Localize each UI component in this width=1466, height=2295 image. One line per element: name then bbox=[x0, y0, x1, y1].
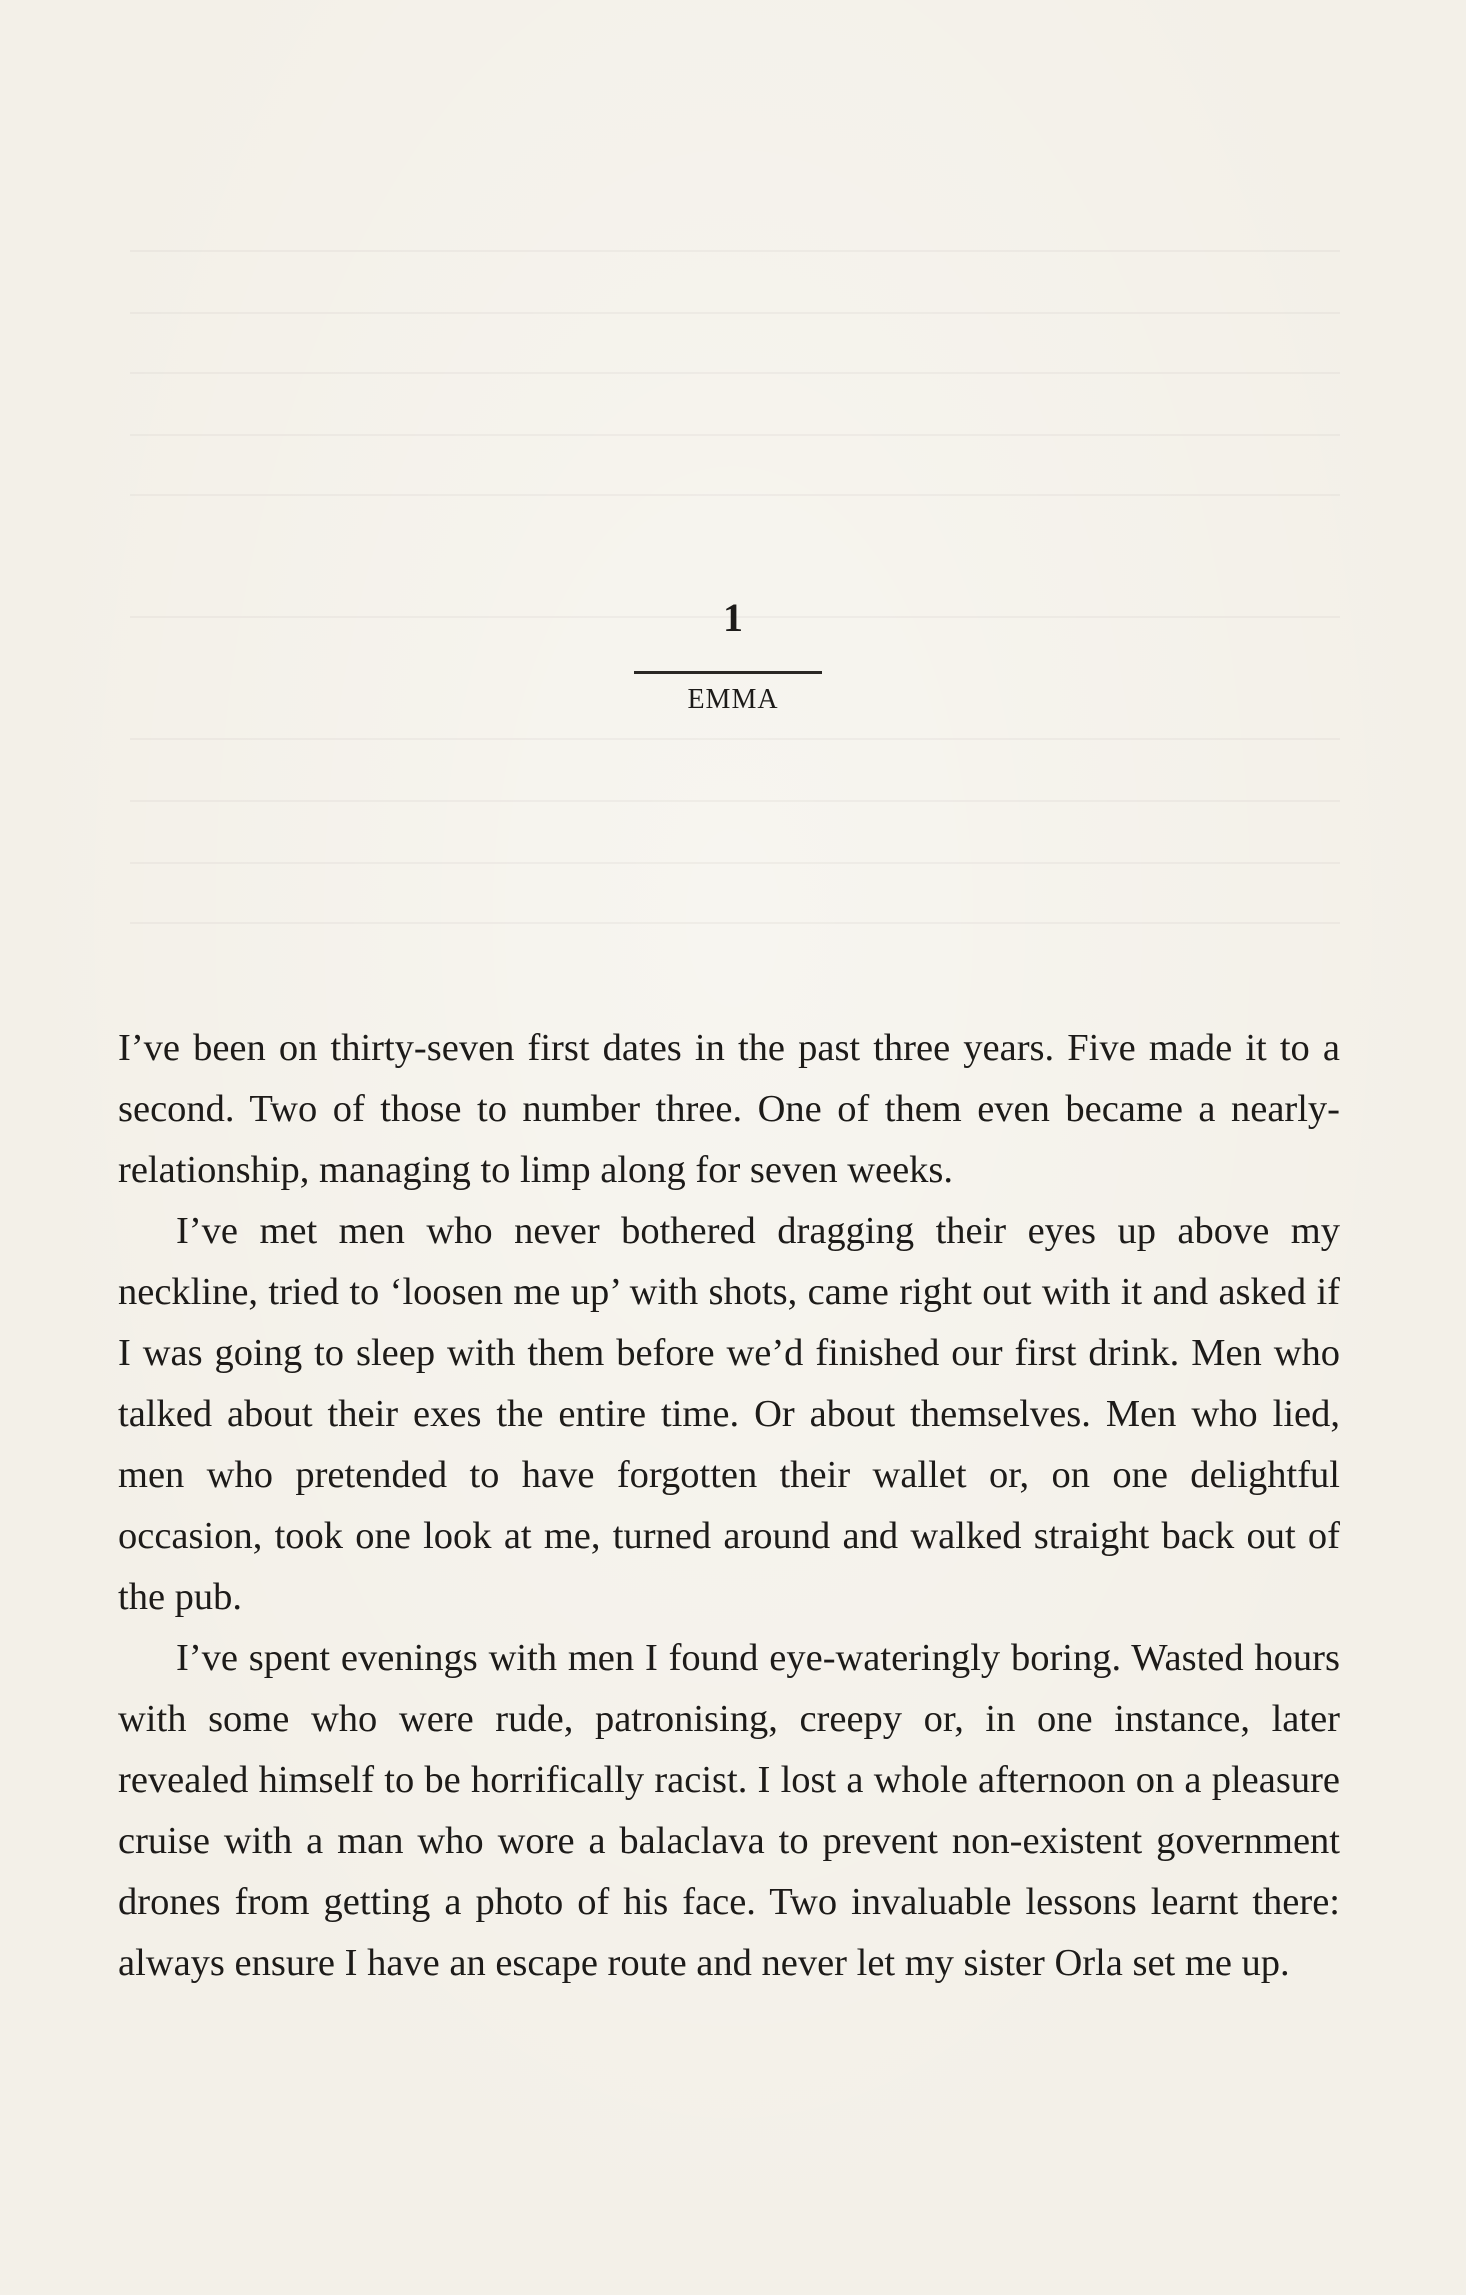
paragraph: I’ve spent evenings with men I found eye-wateringly boring. Wasted hours with some who were rude, patronising, creepy or, in one instance, later revealed himself to be horrifically racist. I lost a whole afternoon on a pleasure cruise with a man who wore a balaclava to prevent non-existent government drones from getting a photo of his face. Two invaluable lessons learnt there: always ensure I have an escape route and never let my sister Orla set me up. bbox=[118, 1637, 1340, 1984]
chapter-number: 1 bbox=[723, 595, 743, 640]
show-through-line bbox=[130, 372, 1340, 374]
chapter-title: EMMA bbox=[687, 684, 779, 715]
show-through-line bbox=[130, 494, 1340, 496]
paragraph: I’ve met men who never bothered dragging their eyes up above my neckline, tried to ‘loosen me up’ with shots, came right out with it and asked if I was going to sleep with them before we’d finished our first drink. Men who talked about their exes the entire time. Or about themselves. Men who lied, men who pretended to have forgotten their wallet or, on one delightful occasion, took one look at me, turned around and walked straight back out of the pub. bbox=[118, 1210, 1340, 1618]
show-through-line bbox=[130, 250, 1340, 252]
chapter-body bbox=[118, 1018, 1340, 1994]
show-through-line bbox=[130, 800, 1340, 802]
show-through-line bbox=[130, 312, 1340, 314]
show-through-line bbox=[130, 434, 1340, 436]
show-through-line bbox=[130, 738, 1340, 740]
show-through-line bbox=[130, 922, 1340, 924]
chapter-divider bbox=[634, 671, 822, 674]
show-through-line bbox=[130, 862, 1340, 864]
paragraph: I’ve been on thirty-seven first dates in the past three years. Five made it to a second. Two of those to number three. One of them even became a nearly-relationship, managing to limp along for seven weeks. bbox=[118, 1027, 1340, 1191]
